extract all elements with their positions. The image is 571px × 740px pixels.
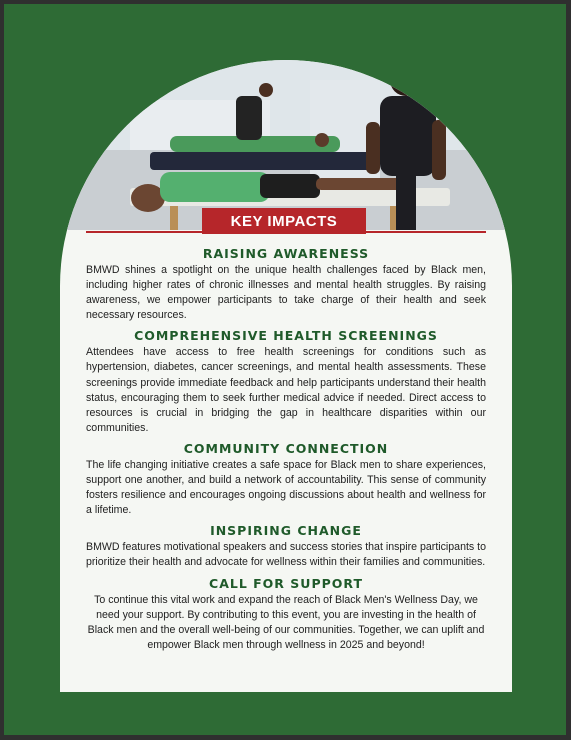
section-heading: INSPIRING CHANGE: [210, 523, 362, 539]
section-body: BMWD shines a spotlight on the unique health challenges faced by Black men, including higher rates of chronic illnesses and mental health struggles. By raising awareness, we empower participants to take charge of their health and seek necessary resources.: [86, 264, 486, 322]
section-heading: COMMUNITY CONNECTION: [183, 440, 389, 456]
section-body: BMWD features motivational speakers and success stories that inspire participants to prioritize their health and advocate for wellness within their families and communities.: [86, 541, 486, 569]
section-raising-awareness: [86, 246, 486, 323]
section-health-screenings: [86, 328, 486, 436]
flyer-page: [4, 4, 566, 735]
section-heading: CALL FOR SUPPORT: [209, 575, 363, 591]
stretching-session-photo: [60, 60, 512, 230]
section-body: The life changing initiative creates a safe space for Black men to share experiences, support one another, and build a network of accountability. This sense of community fosters resilience and encourages ongoing discussions about health and wellness for a lifetime.: [86, 458, 486, 517]
section-call-for-support: [86, 576, 486, 653]
section-heading: COMPREHENSIVE HEALTH SCREENINGS: [134, 328, 438, 344]
impacts-content: [86, 246, 486, 658]
section-inspiring-change: [86, 523, 486, 570]
arched-content-panel: [60, 60, 512, 692]
key-impacts-banner: KEY IMPACTS: [202, 208, 366, 234]
section-heading: RAISING AWARENESS: [202, 246, 370, 261]
section-body: To continue this vital work and expand the reach of Black Men's Wellness Day, we need your support. By contributing to this event, you are investing in the health of Black men and the overall well-being of our communities. Together, we can uplift and empower Black men through wellness in 2025 and beyond!: [87, 593, 485, 651]
section-community-connection: [86, 441, 486, 518]
section-body: Attendees have access to free health screenings for conditions such as hypertension, diabetes, cancer screenings, and mental health assessments. These screenings provide immediate feedback and help participants understand their health status, encouraging them to seek further medical advice if needed. Direct access to resources is crucial in bridging the gap in healthcare disparities within our communities.: [86, 346, 486, 434]
